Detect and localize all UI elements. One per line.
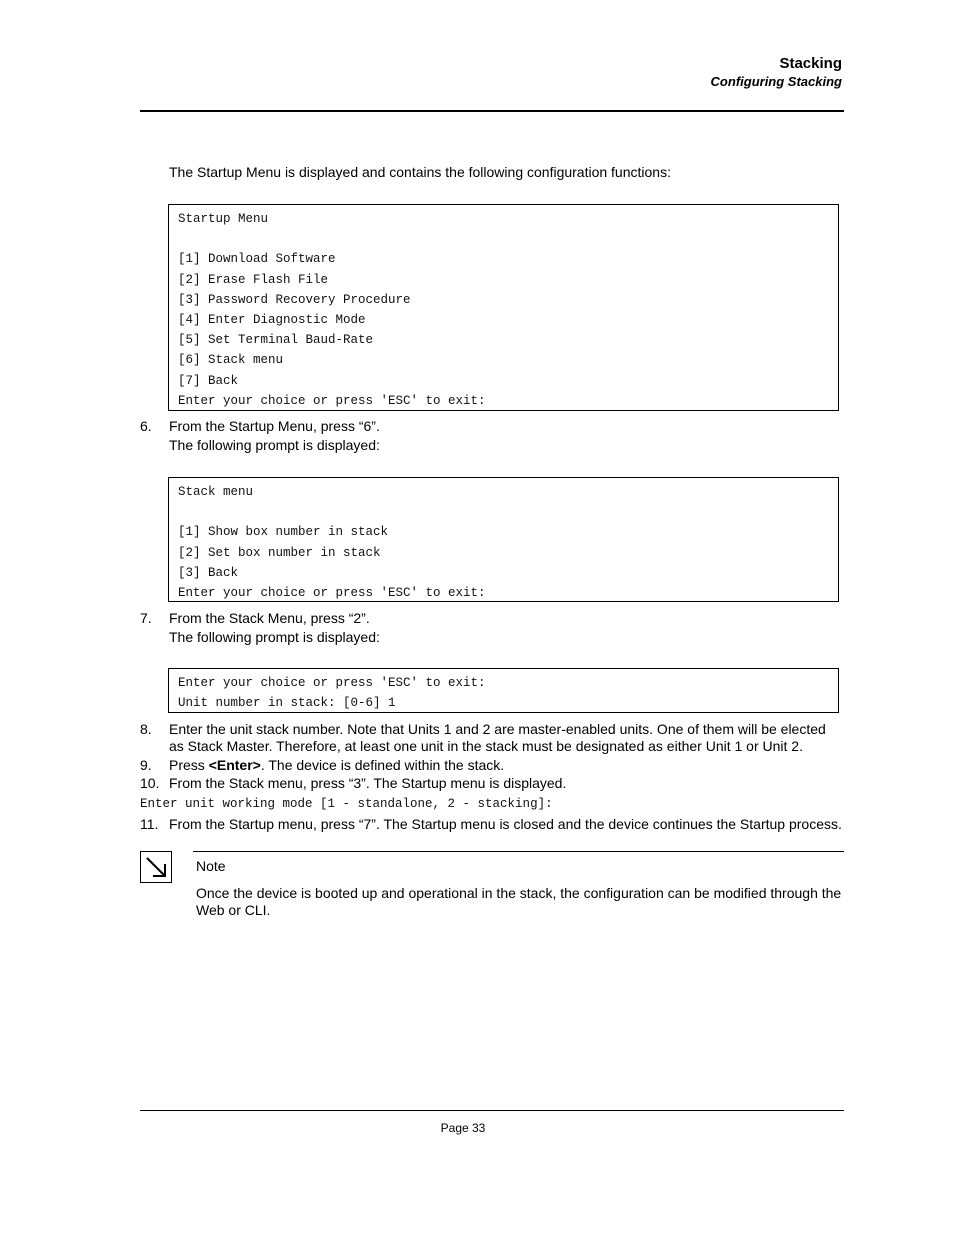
step-9-text — [169, 757, 844, 774]
startup-menu-box — [168, 204, 839, 411]
code-line: [2] Erase Flash File — [178, 272, 329, 287]
code-line: [1] Download Software — [178, 252, 336, 267]
enter-key-label: <Enter> — [208, 757, 261, 773]
code-line: [3] Back — [178, 565, 239, 580]
code-line: Unit number in stack: [0-6] 1 — [178, 696, 396, 711]
code-line: [3] Password Recovery Procedure — [178, 292, 411, 307]
code-line: [6] Stack menu — [178, 353, 284, 368]
step-9-prefix: Press — [169, 757, 209, 773]
footer-divider — [140, 1110, 844, 1111]
unit-prompt-box — [168, 668, 839, 713]
code-line: Enter your choice or press 'ESC' to exit: — [178, 585, 486, 600]
step-number: 10. — [140, 775, 160, 791]
step-number: 9. — [140, 757, 152, 773]
working-mode-prompt: Enter unit working mode [1 - standalone, 2 - stacking]: — [140, 797, 553, 811]
code-line — [178, 502, 829, 522]
step-6-subtext: The following prompt is displayed: — [169, 437, 380, 453]
note-text: Once the device is booted up and operational in the stack, the configuration can be modified through the Web or CLI. — [196, 885, 842, 918]
section-title: Configuring Stacking — [710, 74, 842, 89]
code-line: [4] Enter Diagnostic Mode — [178, 312, 366, 327]
code-line: Enter your choice or press 'ESC' to exit: — [178, 676, 486, 690]
step-10-text: From the Stack menu, press “3”. The Startup menu is displayed. — [169, 775, 567, 791]
code-line: [5] Set Terminal Baud-Rate — [178, 333, 374, 348]
step-9-suffix: . The device is defined within the stack. — [260, 757, 505, 773]
code-line: Stack menu — [178, 485, 254, 499]
chapter-title: Stacking — [779, 55, 842, 72]
note-title: Note — [196, 858, 226, 874]
stack-menu-box — [168, 477, 839, 602]
step-number: 6. — [140, 418, 152, 434]
note-arrow-icon — [140, 851, 172, 883]
step-number: 11. — [140, 816, 159, 832]
code-line: [7] Back — [178, 373, 239, 388]
code-line: [1] Show box number in stack — [178, 525, 389, 540]
code-line — [178, 229, 829, 249]
step-8-text: Enter the unit stack number. Note that Units 1 and 2 are master-enabled units. One of them will be elected as Stack Master. Therefore, at least one unit in the stack must be designated as either Unit 1 or Unit 2. — [169, 721, 826, 754]
code-line: Enter your choice or press 'ESC' to exit: — [178, 393, 486, 408]
intro-paragraph: The Startup Menu is displayed and contains the following configuration functions: — [169, 164, 671, 180]
note-divider — [193, 851, 844, 852]
code-line: Startup Menu — [178, 212, 269, 226]
step-6-text: From the Startup Menu, press “6”. — [169, 418, 380, 434]
step-number: 8. — [140, 721, 152, 737]
step-7-subtext: The following prompt is displayed: — [169, 629, 380, 645]
step-7-text: From the Stack Menu, press “2”. — [169, 610, 370, 626]
step-number: 7. — [140, 610, 152, 626]
step-11-text: From the Startup menu, press “7”. The Startup menu is closed and the device continues the Startup process. — [169, 816, 842, 832]
page-number: Page 33 — [440, 1121, 486, 1135]
header-divider — [140, 110, 844, 112]
code-line: [2] Set box number in stack — [178, 545, 381, 560]
